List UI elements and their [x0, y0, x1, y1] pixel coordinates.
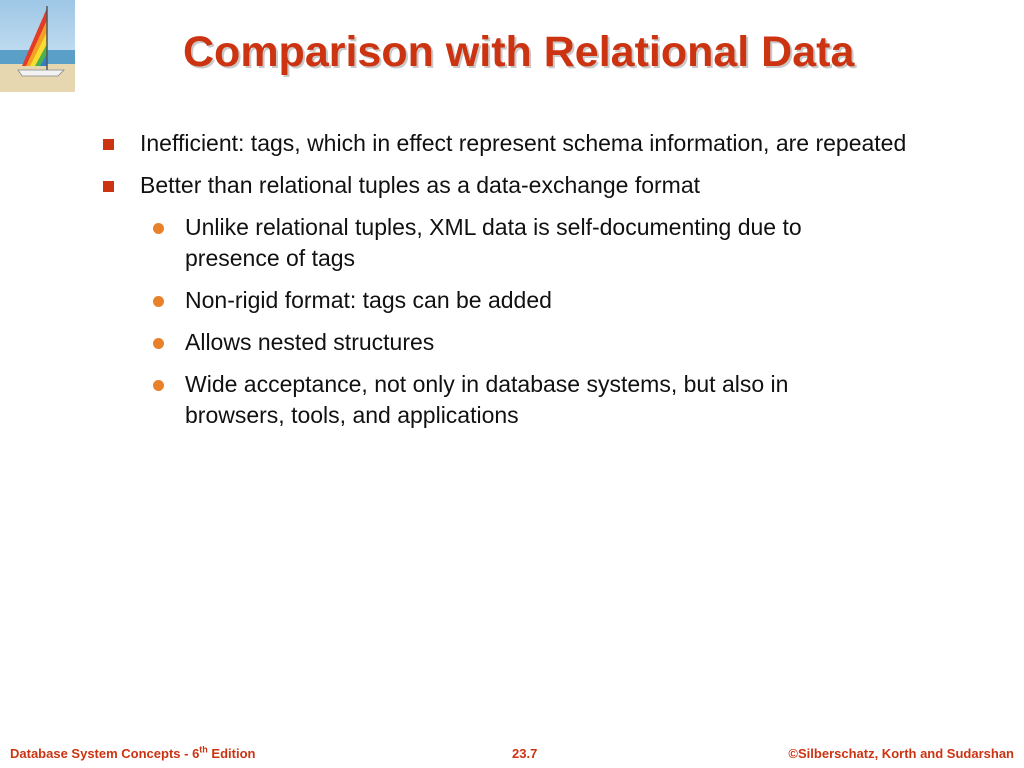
list-item [0, 369, 1024, 431]
footer [0, 744, 1024, 764]
list-item-text: Inefficient: tags, which in effect represent schema information, are repeated [140, 130, 907, 156]
page-title: Comparison with Relational Data [183, 28, 855, 76]
bullet-list [0, 128, 1024, 442]
list-item-text: Allows nested structures [185, 329, 435, 355]
footer-copyright: ©Silberschatz, Korth and Sudarshan [788, 746, 1014, 761]
round-bullet-icon [153, 380, 164, 391]
round-bullet-icon [153, 223, 164, 234]
list-item [0, 327, 1024, 358]
footer-edition-suffix: Edition [207, 746, 256, 761]
footer-book-title [10, 744, 255, 764]
sailboat-logo-icon [0, 0, 75, 92]
footer-edition-superscript: th [199, 744, 208, 755]
list-item-text: Non-rigid format: tags can be added [185, 287, 552, 313]
square-bullet-icon [103, 181, 114, 192]
footer-book-title-text: Database System Concepts - 6 [10, 746, 200, 761]
list-item-text: Wide acceptance, not only in database systems, but also in browsers, tools, and applications [185, 371, 789, 428]
list-item-text: Better than relational tuples as a data-exchange format [140, 172, 701, 198]
list-item [0, 212, 1024, 274]
square-bullet-icon [103, 139, 114, 150]
list-item [0, 170, 1024, 201]
round-bullet-icon [153, 338, 164, 349]
footer-page-number: 23.7 [512, 746, 538, 761]
round-bullet-icon [153, 296, 164, 307]
list-item-text: Unlike relational tuples, XML data is self-documenting due to presence of tags [185, 214, 802, 271]
list-item [0, 285, 1024, 316]
list-item [0, 128, 1024, 159]
